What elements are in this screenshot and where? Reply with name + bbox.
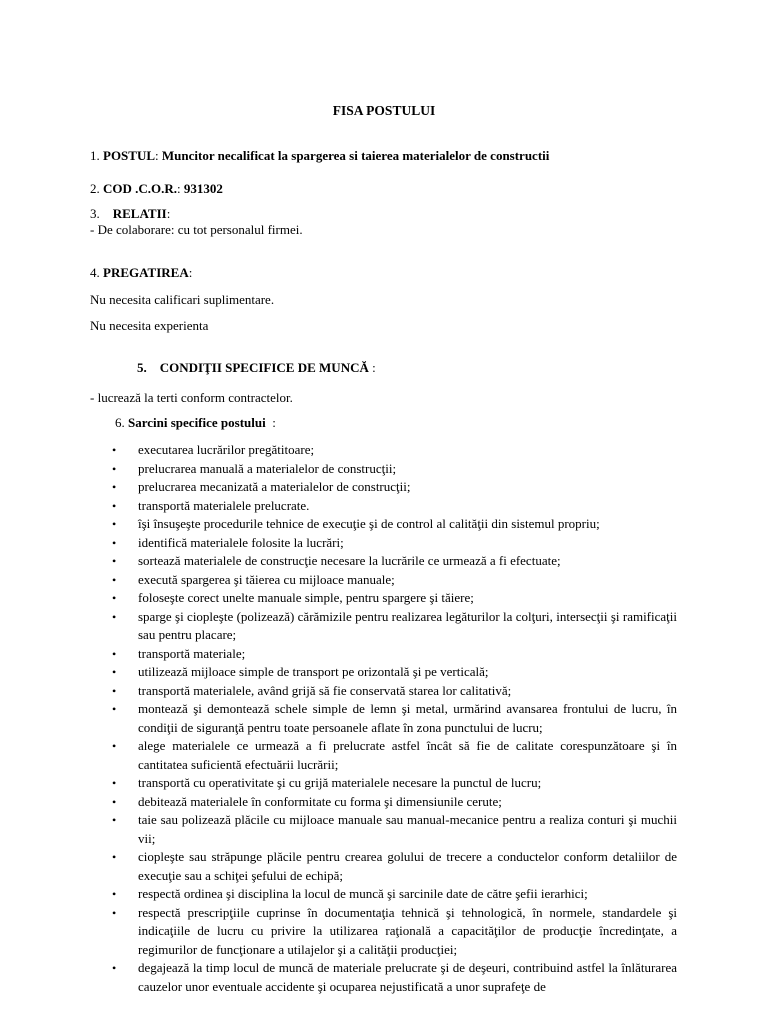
task-item: • identifică materialele folosite la lucrări; [112, 534, 677, 553]
tasks-list [112, 441, 677, 996]
pregatirea-line-2: Nu necesita experienta [90, 318, 209, 333]
section-number: 4. [90, 265, 100, 280]
task-item: • sortează materialele de construcţie necesare la lucrările ce urmează a fi efectuate; [112, 552, 677, 571]
section-cod-cor [90, 181, 223, 197]
section-number: 5. [137, 360, 147, 375]
task-item: • execută spargerea şi tăierea cu mijloace manuale; [112, 571, 677, 590]
task-item: • utilizează mijloace simple de transport pe orizontală şi pe verticală; [112, 663, 677, 682]
section-number: 1. [90, 148, 100, 163]
section-sarcini [115, 415, 276, 431]
section-number: 2. [90, 181, 100, 196]
section-relatii [90, 206, 170, 222]
conditii-text: - lucrează la terti conform contractelor. [90, 390, 293, 405]
section-number: 3. [90, 206, 100, 221]
section-conditii [137, 360, 376, 376]
section-separator: : [188, 265, 193, 280]
task-item: • montează şi demontează schele simple de lemn şi metal, urmărind avansarea frontului de lucru, în condiţii de siguranţă pentru toate persoanele aflate în zona punctului de lucru; [112, 700, 677, 737]
section-label: RELATII [112, 206, 167, 221]
section-separator: : [372, 360, 376, 375]
task-item: • executarea lucrărilor pregătitoare; [112, 441, 677, 460]
task-item: • ciopleşte sau străpunge plăcile pentru crearea golului de trecere a conductelor conform detaliilor de execuţie sau a schiţei şefului de echipă; [112, 848, 677, 885]
section-pregatirea [90, 265, 192, 281]
document-title: FISA POSTULUI [332, 103, 436, 118]
section-separator: : [177, 181, 181, 196]
task-item: • taie sau polizează plăcile cu mijloace manuale sau manual-mecanice pentru a realiza conturi şi muchii vii; [112, 811, 677, 848]
section-label: COD .C.O.R. [103, 181, 178, 196]
task-item: • îşi însuşeşte procedurile tehnice de execuţie şi de control al calităţii din sistemul propriu; [112, 515, 677, 534]
section-label: PREGATIREA [103, 265, 189, 280]
section-number: 6. [115, 415, 125, 430]
task-item: • transportă materiale; [112, 645, 677, 664]
cor-code-value: 931302 [183, 181, 223, 196]
task-item: • debitează materialele în conformitate cu forma şi dimensiunile cerute; [112, 793, 677, 812]
section-separator: : [272, 415, 276, 430]
task-item: • prelucrarea manuală a materialelor de construcţii; [112, 460, 677, 479]
pregatirea-line-1: Nu necesita calificari suplimentare. [90, 292, 275, 307]
section-postul [90, 148, 549, 164]
task-item: • transportă cu operativitate şi cu grijă materialele necesare la punctul de lucru; [112, 774, 677, 793]
task-item: • transportă materialele prelucrate. [112, 497, 677, 516]
task-item: • prelucrarea mecanizată a materialelor de construcţii; [112, 478, 677, 497]
job-title-value: Muncitor necalificat la spargerea si taierea materialelor de constructii [161, 148, 550, 163]
section-label: POSTUL [103, 148, 156, 163]
task-item: • transportă materialele, având grijă să fie conservată starea lor calitativă; [112, 682, 677, 701]
section-separator: : [155, 148, 159, 163]
task-item: • degajează la timp locul de muncă de materiale prelucrate şi de deşeuri, contribuind astfel la înlăturarea cauzelor unor eventuale accidente şi ocuparea nejustificată a unor suprafeţe de [112, 959, 677, 996]
task-item: • respectă prescripţiile cuprinse în documentaţia tehnică şi tehnologică, în normele, standardele şi indicaţiile de lucru cu privire la utilizarea raţională a capacităţilor de producţie încredinţate, a regimurilor de funcţionare a utilajelor şi a calităţii producţiei; [112, 904, 677, 960]
section-label: Sarcini specifice postului [128, 415, 266, 430]
relatii-text: - De colaborare: cu tot personalul firmei. [90, 222, 303, 237]
section-label: CONDIŢII SPECIFICE DE MUNCĂ [159, 360, 369, 375]
task-item: • alege materialele ce urmează a fi prelucrate astfel încât să fie de calitate corespunzătoare şi în cantitatea suficientă efectuării lucrării; [112, 737, 677, 774]
task-item: • foloseşte corect unelte manuale simple, pentru spargere şi tăiere; [112, 589, 677, 608]
section-separator: : [166, 206, 171, 221]
task-item: • sparge şi ciopleşte (polizează) cărămizile pentru realizarea legăturilor la colţuri, intersecţii şi ramificaţii sau pentru placare; [112, 608, 677, 645]
task-item: • respectă ordinea şi disciplina la locul de muncă şi sarcinile date de către şefii ierarhici; [112, 885, 677, 904]
